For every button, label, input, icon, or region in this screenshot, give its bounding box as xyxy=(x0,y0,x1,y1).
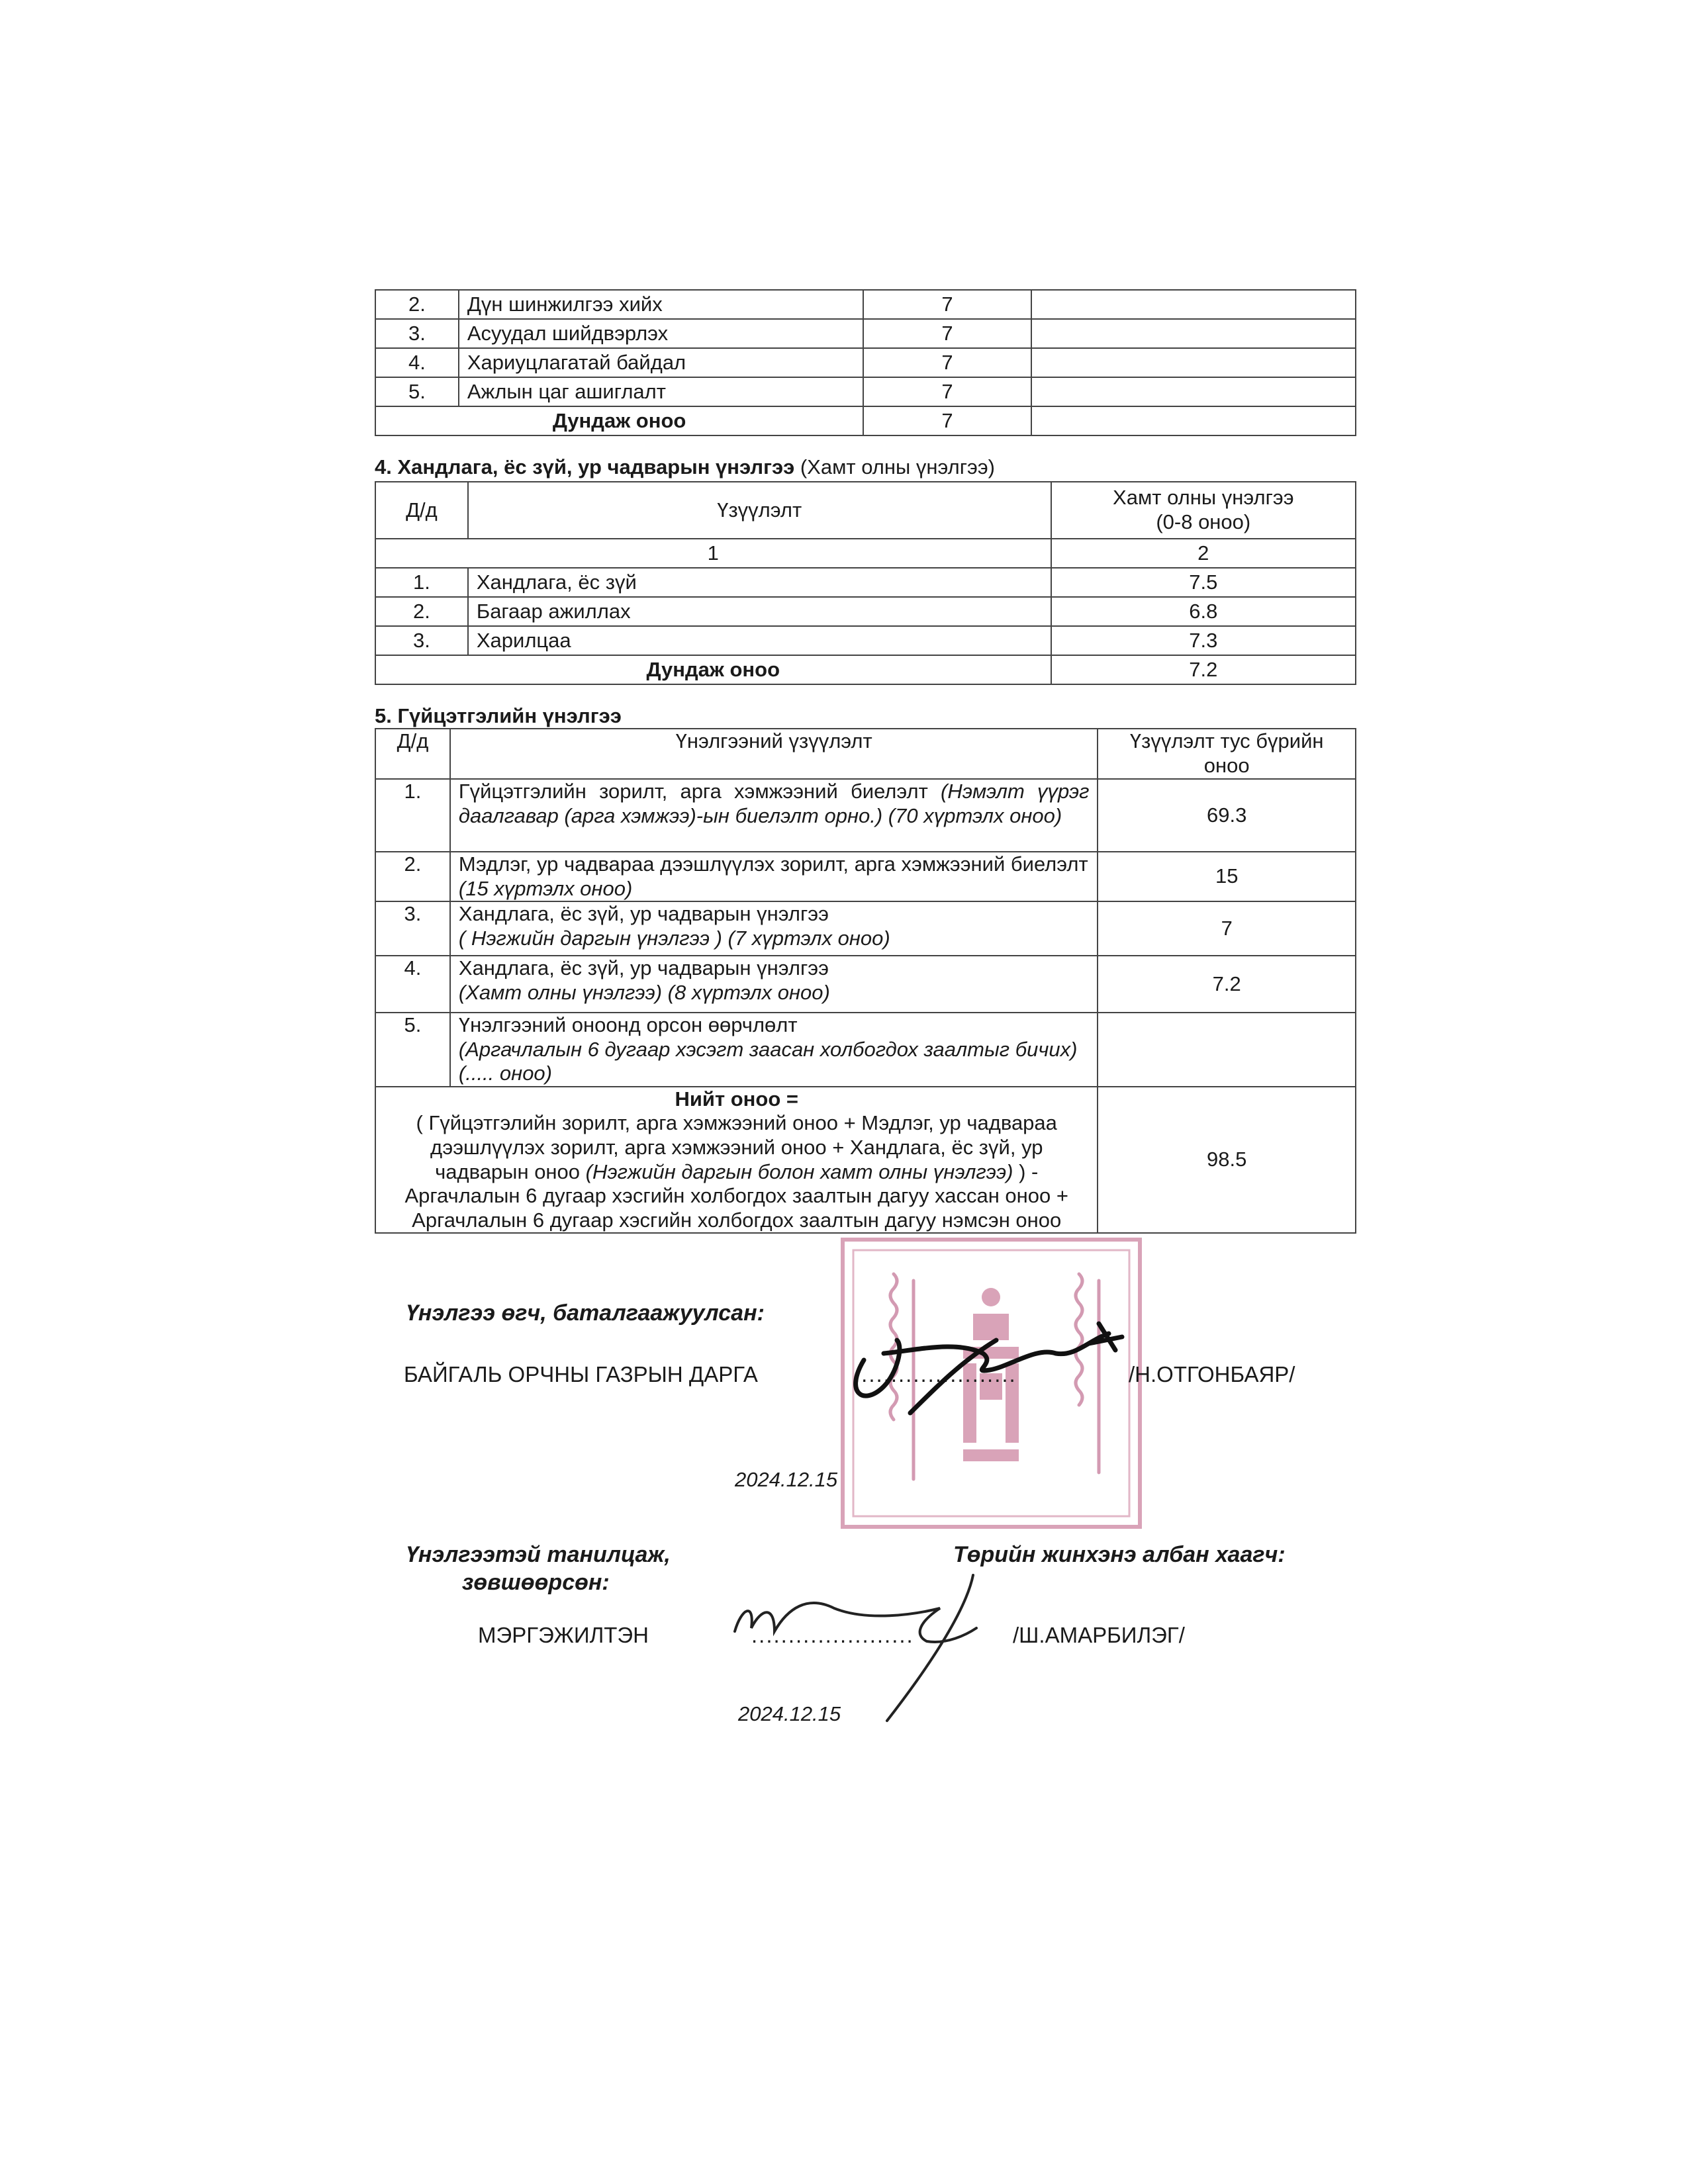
row-text-italic: (Нэмэлт үүрэг даалгавар (арга хэмжээ)-ын биелэлт орно.) (70 хүртэлх оноо) xyxy=(458,780,1090,827)
col-header-score-line2: оноо xyxy=(1203,754,1250,777)
row-text-main: Хандлага, ёс зүй, ур чадварын үнэлгээ xyxy=(458,956,829,980)
row-text-italic: ( Нэгжийн даргын үнэлгээ ) (7 хүртэлх оноо) xyxy=(458,926,890,950)
row-number: 2. xyxy=(375,852,450,901)
row-text xyxy=(450,779,1098,852)
col-header-indicator: Үнэлгээний үзүүлэлт xyxy=(450,729,1098,779)
col-header-number: Д/д xyxy=(375,729,450,779)
row-text xyxy=(450,901,1098,956)
row-number: 1. xyxy=(375,568,468,597)
row-score: 6.8 xyxy=(1051,597,1356,626)
row-label: Хандлага, ёс зүй xyxy=(468,568,1051,597)
row-text-italic: (Аргачлалын 6 дугаар хэсэгт заасан холбогдох заалтыг бичих) (..... оноо) xyxy=(458,1037,1078,1085)
col-header-score xyxy=(1051,482,1356,539)
row-text-main: Үнэлгээний оноонд орсон өөрчлөлт xyxy=(458,1013,798,1037)
table-row xyxy=(375,568,1356,597)
row-number: 1. xyxy=(375,779,450,852)
row-text xyxy=(450,852,1098,901)
average-label: Дундаж оноо xyxy=(375,655,1051,684)
row-text-main: Гүйцэтгэлийн зорилт, арга хэмжээний биелэлт xyxy=(458,780,941,803)
average-note xyxy=(1031,406,1356,435)
table-row xyxy=(375,626,1356,655)
total-title: Нийт оноо = xyxy=(675,1087,798,1111)
row-score: 7 xyxy=(863,377,1031,406)
row-text-italic: (15 хүртэлх оноо) xyxy=(458,876,633,900)
row-score: 7.5 xyxy=(1051,568,1356,597)
row-label: Багаар ажиллах xyxy=(468,597,1051,626)
civil-servant-heading: Төрийн жинхэнэ албан хаагч: xyxy=(953,1542,1286,1567)
row-text-main: Мэдлэг, ур чадвараа дээшлүүлэх зорилт, арга хэмжээний биелэлт xyxy=(458,852,1088,876)
row-score: 15 xyxy=(1098,852,1356,901)
total-value: 98.5 xyxy=(1098,1087,1356,1233)
row-number: 3. xyxy=(375,626,468,655)
team-assessment-table xyxy=(375,481,1356,685)
row-text xyxy=(450,956,1098,1013)
row-score: 7 xyxy=(1098,901,1356,956)
row-label: Дүн шинжилгээ хийх xyxy=(459,290,863,319)
row-score xyxy=(1098,1013,1356,1087)
total-formula xyxy=(375,1087,1098,1233)
col-header-indicator: Үзүүлэлт xyxy=(468,482,1051,539)
row-score: 7.2 xyxy=(1098,956,1356,1013)
row-number: 4. xyxy=(375,348,459,377)
col-header-score-line2: (0-8 оноо) xyxy=(1156,510,1251,533)
row-score: 7.3 xyxy=(1051,626,1356,655)
row-score: 7 xyxy=(863,319,1031,348)
table-row xyxy=(375,319,1356,348)
average-label: Дундаж оноо xyxy=(375,406,863,435)
section-4-heading-bold: 4. Хандлага, ёс зүй, ур чадварын үнэлгээ xyxy=(375,455,795,478)
table-row xyxy=(375,348,1356,377)
acquainted-heading-line1: Үнэлгээтэй танилцаж, xyxy=(406,1542,671,1567)
criteria-table-continued xyxy=(375,289,1356,436)
row-number: 3. xyxy=(375,901,450,956)
row-number: 2. xyxy=(375,597,468,626)
table-row xyxy=(375,852,1356,901)
table-row xyxy=(375,956,1356,1013)
performance-assessment-table xyxy=(375,728,1356,1234)
total-text-1: ( Гүйцэтгэлийн зорилт, арга хэмжээний оноо + Мэдлэг, ур чадвараа дээшлүүлэх зорилт, арга хэмжээний оноо + Хандлага, ёс зүй, ур чадварын оноо xyxy=(416,1111,1057,1183)
table-row xyxy=(375,377,1356,406)
table-row xyxy=(375,901,1356,956)
col-header-score-line1: Үзүүлэлт тус бүрийн xyxy=(1129,729,1324,753)
total-formula-text xyxy=(396,1111,1077,1232)
average-row xyxy=(375,406,1356,435)
row-label: Ажлын цаг ашиглалт xyxy=(459,377,863,406)
row-label: Хариуцлагатай байдал xyxy=(459,348,863,377)
row-number: 5. xyxy=(375,1013,450,1087)
total-text-2: ) - Аргачлалын 6 дугаар хэсгийн холбогдох заалтын дагуу хассан оноо + Аргачлалын 6 дугаар хэсгийн холбогдох заалтын дагуу нэмсэн оноо xyxy=(404,1160,1068,1232)
table-row xyxy=(375,1013,1356,1087)
evaluator-heading: Үнэлгээ өгч, баталгаажуулсан: xyxy=(406,1300,765,1326)
header-row xyxy=(375,482,1356,539)
row-note xyxy=(1031,319,1356,348)
row-text-italic: (Хамт олны үнэлгээ) (8 хүртэлх оноо) xyxy=(458,980,830,1004)
specialist-signature-line: ...................... xyxy=(751,1623,914,1647)
average-value: 7 xyxy=(863,406,1031,435)
acquainted-heading-line2: зөвшөөрсөн: xyxy=(462,1570,610,1595)
row-note xyxy=(1031,377,1356,406)
table-row xyxy=(375,597,1356,626)
row-score: 69.3 xyxy=(1098,779,1356,852)
evaluator-signature xyxy=(837,1314,1129,1426)
col-header-score-line1: Хамт олны үнэлгээ xyxy=(1113,486,1294,510)
row-score: 7 xyxy=(863,290,1031,319)
section-5-heading: 5. Гүйцэтгэлийн үнэлгээ xyxy=(375,704,622,727)
row-number: 4. xyxy=(375,956,450,1013)
total-text-italic: (Нэгжийн даргын болон хамт олны үнэлгээ) xyxy=(585,1160,1013,1183)
row-number: 3. xyxy=(375,319,459,348)
specialist-title: МЭРГЭЖИЛТЭН xyxy=(478,1623,649,1647)
subheader-row xyxy=(375,539,1356,568)
col-header-score xyxy=(1098,729,1356,779)
average-row xyxy=(375,655,1356,684)
specialist-date: 2024.12.15 xyxy=(738,1702,841,1725)
average-value: 7.2 xyxy=(1051,655,1356,684)
subheader-2: 2 xyxy=(1051,539,1356,568)
row-number: 2. xyxy=(375,290,459,319)
table-row xyxy=(375,290,1356,319)
section-4-heading-suffix: (Хамт олны үнэлгээ) xyxy=(794,455,995,478)
header-row xyxy=(375,729,1356,779)
evaluator-title: БАЙГАЛЬ ОРЧНЫ ГАЗРЫН ДАРГА xyxy=(404,1362,758,1387)
row-text xyxy=(450,1013,1098,1087)
evaluator-name: /Н.ОТГОНБАЯР/ xyxy=(1129,1362,1295,1387)
col-header-number: Д/д xyxy=(375,482,468,539)
row-note xyxy=(1031,348,1356,377)
total-row xyxy=(375,1087,1356,1233)
row-label: Асуудал шийдвэрлэх xyxy=(459,319,863,348)
row-label: Харилцаа xyxy=(468,626,1051,655)
row-number: 5. xyxy=(375,377,459,406)
section-4-heading xyxy=(375,455,995,479)
table-row xyxy=(375,779,1356,852)
specialist-name: /Ш.АМАРБИЛЭГ/ xyxy=(1013,1623,1185,1647)
subheader-1: 1 xyxy=(375,539,1051,568)
row-text-main: Хандлага, ёс зүй, ур чадварын үнэлгээ xyxy=(458,902,829,926)
evaluator-date: 2024.12.15 xyxy=(735,1468,838,1491)
evaluator-signature-line: ...................... xyxy=(854,1362,1017,1387)
row-score: 7 xyxy=(863,348,1031,377)
row-note xyxy=(1031,290,1356,319)
